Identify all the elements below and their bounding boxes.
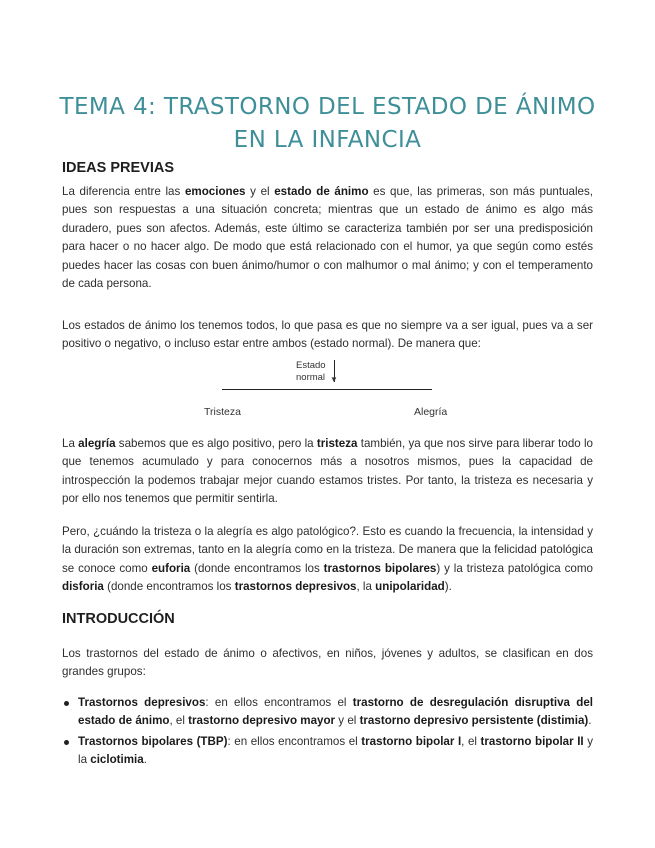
diagram-label-tristeza: Tristeza (204, 406, 241, 418)
diagram-label-alegria: Alegría (414, 406, 448, 418)
section-heading-ideas-previas: IDEAS PREVIAS (62, 160, 174, 176)
paragraph-alegria-tristeza: La alegría sabemos que es algo positivo, pero la tristeza también, ya que nos sirve para liberar todo lo que tenemos acumulado y para conocernos más a nosotros mismos, pues la capacidad de introspección la podemos trabajar mejor cuando estamos tristes. Por tanto, la tristeza es necesaria y por ello nos tenemos que permitir sentirla. (62, 437, 593, 506)
diagram-axis-line (222, 389, 432, 390)
bullet-icon (64, 740, 69, 745)
bullet-icon (64, 701, 69, 706)
paragraph-patologico: Pero, ¿cuándo la tristeza o la alegría es algo patológico?. Esto es cuando la frecuencia, la intensidad y la duración son extremas, tanto en la alegría como en la tristeza. De manera que la felicidad patológica se conoce como euforia (donde encontramos los trastornos bipolares) y la tristeza patológica como disforia (donde encontramos los trastornos depresivos, la unipolaridad). (62, 525, 593, 594)
paragraph-clasificacion: Los trastornos del estado de ánimo o afectivos, en niños, jóvenes y adultos, se clasifican en dos grandes grupos: (62, 647, 593, 679)
mood-scale-diagram (200, 358, 460, 430)
paragraph-emociones: La diferencia entre las emociones y el estado de ánimo es que, las primeras, son más puntuales, pues son respuestas a una situación concreta; mientras que un estado de ánimo es algo más duradero, pues son afectos. Además, este último se caracteriza también por ser una predisposición para hacer o no hacer algo. De modo que está relacionado con el humor, ya que según como estés puedes hacer las cosas con buen ánimo/humor o con malhumor o mal ánimo; y con el temperamento de cada persona. (62, 185, 594, 291)
section-heading-introduccion: INTRODUCCIÓN (62, 611, 175, 627)
list-item-depresivos: Trastornos depresivos: en ellos encontramos el trastorno de desregulación disruptiva del estado de ánimo, el trastorno depresivo mayor y el trastorno depresivo persistente (distimia). (62, 694, 593, 731)
list-item-bipolares: Trastornos bipolares (TBP): en ellos encontramos el trastorno bipolar I, el trastorno bipolar II y la ciclotimia. (62, 733, 593, 770)
diagram-label-estado: Estado (296, 360, 326, 371)
diagram-label-normal: normal (296, 372, 326, 383)
page-title: TEMA 4: TRASTORNO DEL ESTADO DE ÁNIMO EN LA INFANCIA (59, 94, 596, 154)
arrow-head-icon: ▼ (330, 375, 338, 384)
disorder-list (62, 694, 593, 772)
paragraph-estados: Los estados de ánimo los tenemos todos, lo que pasa es que no siempre va a ser igual, pues va a ser positivo o negativo, o incluso estar entre ambos (estado normal). De manera que: (62, 319, 593, 351)
